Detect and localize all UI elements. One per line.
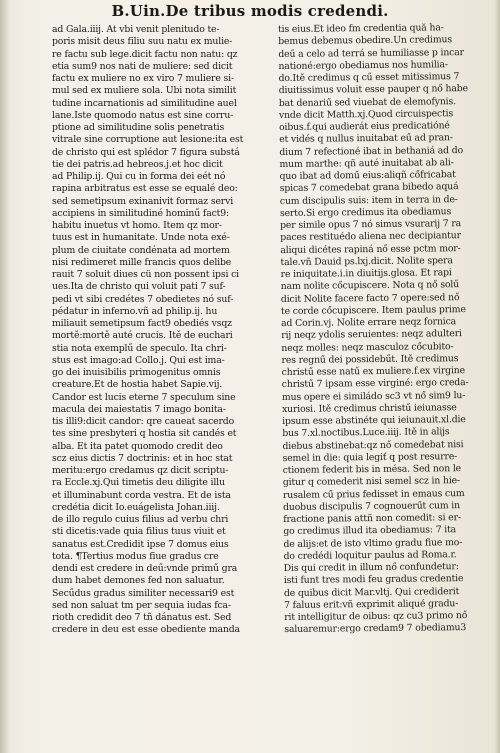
text-line: res regnű dei possidebűt. Itě credimus — [281, 352, 459, 366]
text-line: sti dicetis:vade quia filius tuus viuit et — [52, 526, 226, 538]
text-line: ues.Ita de christo qui voluit pati 7 suf- — [52, 281, 226, 293]
text-line: macula dei maiestatis 7 imago bonita- — [52, 403, 226, 415]
text-line: gitur q comederit nisi semel scz in hie- — [282, 475, 461, 489]
text-line: rit intelligitur de oibus: qz cu3 primo nő — [284, 610, 468, 623]
text-line: et illuminabunt corda vestra. Et de ista — [52, 489, 231, 501]
text-line: spicas 7 comedebat grana bibedo aquá — [279, 181, 459, 195]
text-line: credétia dicit Io.euágelista Johan.iiij. — [52, 501, 220, 513]
text-line: sanatus est.Credidit ipse 7 domus eius — [52, 538, 229, 550]
text-line: te corde cőcupiscere. Item paulus prime — [280, 303, 466, 317]
text-line: tale.vñ Dauid ps.lxj.dicit. Nolite spera — [280, 254, 453, 268]
text-line: dicit Nolite facere facto 7 opere:sed nő — [280, 291, 460, 305]
text-line: saluaremur:ergo credam9 7 obediamu3 — [284, 622, 467, 636]
text-line: re factu sub lege.dicit factu non natu: qz — [52, 48, 238, 60]
text-line: stus est imago:ad Collo.j. Qui est ima- — [52, 354, 225, 366]
text-line: miliauit semetipsum fact9 obediés vsqz — [52, 318, 232, 329]
text-line: do credédi loquitur paulus ad Roma.r. — [283, 548, 457, 562]
text-line: tes sine presbyteri q hostia sit candés et — [52, 428, 237, 440]
text-line: neqz molles: neqz masculoz cőcubito- — [281, 340, 454, 354]
text-line: fractione panis attñ non comedit: si er- — [283, 512, 461, 525]
text-line: re iniquitate.i.in diuitijs.glosa. Et rapi — [280, 267, 452, 280]
text-line: pédatur in inferno.vñ ad philip.ij. hu — [52, 305, 218, 317]
text-line: alba. Et ita patet quomodo credit deo — [52, 440, 223, 452]
text-line: habitu inuetus vt homo. Item qz mor- — [52, 220, 222, 231]
text-line: mum marthe: qñ auté inuitabat ab ali- — [279, 156, 454, 170]
text-line: rauit 7 soluit diues cü non possent ipsi ci — [52, 269, 239, 280]
text-line: creature.Et de hostia habet Sapie.vij. — [52, 379, 223, 391]
text-line: de christo qui est splédor 7 figura substá — [52, 146, 240, 158]
text-line: go credimus illud ita obediamus: 7 ita — [283, 524, 457, 538]
text-line: Dis qui credit in illum nő confundetur: — [283, 561, 459, 574]
text-line: diebus abstinebat:qz nő comedebat nisi — [282, 438, 464, 452]
text-line: tis illi9:dicit candor: qre caueat sacerdo — [52, 416, 235, 427]
text-line: diuitissimus voluit esse pauper q nő habe — [278, 83, 468, 97]
text-line: christű esse natű ex muliere.f.ex virgine — [281, 365, 466, 378]
text-line: mortě:mortě auté crucis. Itě de euchari — [52, 330, 233, 342]
text-line: sed non saluat tm per sequia iudas fca- — [52, 599, 231, 611]
text-line: tota. ¶Tertius modus fiue gradus cre — [52, 550, 219, 562]
text-line: go dei inuisibilis primogenitus omnis — [52, 367, 221, 378]
text-line: de illo regulo cuius filius ad verbu chri — [52, 514, 229, 525]
text-line: christű 7 ipsam esse virginé: ergo creda- — [281, 377, 469, 391]
text-line: ra Eccle.xj.Qui timetis deu diligite illu — [52, 477, 225, 489]
text-line: bemus debemus obedire.Un credimus — [278, 34, 453, 48]
text-line: ctionem federit bis in mésa. Sed non le — [282, 463, 462, 476]
text-line: nisi redimeret mille francis quos delibe — [52, 256, 232, 268]
text-line: Secűdus gradus similiter necessari9 est — [52, 587, 235, 599]
text-line: et vidés q nullus inuitabat eű ad pran- — [279, 132, 453, 146]
text-line: accipiens in similitudiné hominű fact9: — [52, 207, 229, 219]
text-line: per simile opus 7 nó simus vsurarij 7 ra — [280, 218, 462, 231]
text-line: scz eius dictis 7 doctrinis: et in hoc stat — [52, 452, 233, 464]
text-line: tuus est in humanitate. Unde nota exé- — [52, 232, 230, 244]
text-line: dium 7 refectioné ibat in bethaniá ad do — [279, 144, 464, 158]
text-line: meritu:ergo credamus qz dicit scriptu- — [52, 465, 229, 476]
running-head: B.Uin.De tribus modis credendi. — [111, 2, 389, 20]
text-line: xuriosi. Itě credimus christű ieiunasse — [281, 401, 457, 415]
text-line: serto.Si ergo credimus ita obediamus — [279, 205, 452, 219]
text-line: lane.Iste quomodo natus est sine corru- — [52, 109, 234, 121]
text-line: vitrale sine corruptione aut lesione:ita est — [52, 134, 244, 146]
text-line: nam nolite cőcupiscere. Nota q nő solű — [280, 279, 460, 293]
text-line: tie dei patris.ad hebreos.j.et hoc dicit — [52, 158, 223, 170]
text-line: tudine incarnationis ad similitudine auel — [52, 97, 237, 109]
text-line: dum habet demones fed non saluatur. — [52, 575, 225, 587]
text-line: credere in deu est esse obediente manda — [52, 624, 240, 636]
text-line: tis eius.Et ideo fm credentia quă ha- — [278, 22, 444, 35]
text-line: oibus.f.qui audierát eius predicatióné — [279, 120, 450, 133]
text-line: cum discipulis suis: item in terra in de- — [279, 193, 458, 207]
text-line: mul sed ex muliere sola. Ubi nota similit — [52, 85, 237, 97]
text-line: Candor est lucis eterne 7 speculum sine — [52, 391, 236, 403]
text-line: deű a celo ad terrá se humiliasse p incar — [278, 46, 464, 60]
text-line: plum de ciuitate condénata ad mortem — [52, 244, 230, 256]
text-line: ad Corin.vj. Nolite errare neqz fornica — [281, 316, 457, 329]
text-line: vnde dicit Matth.xj.Quod circuispectis — [278, 107, 454, 121]
text-line: bus 7.xl.noctibus.Luce.iiij. Itě in alijs — [282, 426, 450, 440]
text-line: rapina arbitratus est esse se equalé deo: — [52, 183, 238, 195]
text-line: factu ex muliere no ex viro 7 muliere si- — [52, 73, 234, 84]
text-line: quo ibat ad domű eius:aliqñ cőfricabat — [279, 169, 456, 182]
left-text-column — [52, 24, 270, 637]
text-line: semel in die: quia legiť q post resurre- — [282, 450, 458, 464]
text-line: isti funt tres modi feu gradus credentie — [283, 573, 464, 587]
text-line: stia nota exemplű de speculo. Ita chri- — [52, 342, 227, 354]
text-line: aliqui dicétes rapiná nő esse pctm mor- — [280, 242, 461, 256]
text-line: de quibus dicit Mar.vltj. Qui crediderit — [283, 585, 460, 599]
text-line: de alijs:et de isto vltimo gradu fiue mo- — [283, 536, 463, 550]
text-line: ad Gala.iiij. At vbi venit plenitudo te- — [52, 24, 220, 35]
text-line: nationé:ergo obediamus nos humilia- — [278, 58, 448, 72]
text-line: dendi est credere in deű:vnde primű gra — [52, 563, 238, 574]
text-line: rij neqz ydolis seruientes: neqz adulteri — [281, 328, 462, 342]
text-line: duobus discipulis 7 cognouerűt cum in — [283, 499, 460, 513]
text-line: sed semetipsum exinanivit formaz servi — [52, 195, 234, 207]
text-line: mus opere ei similádo sc3 vt nő sim9 lu- — [281, 389, 466, 403]
right-text-column — [278, 22, 500, 637]
text-line: 7 faluus erit:vñ exprimit aliqué gradu- — [284, 597, 459, 611]
text-line: pedi vt sibi credétes 7 obedietes nó suf- — [52, 293, 234, 305]
text-line: etia sum9 nos nati de muliere: sed dicit — [52, 60, 233, 72]
text-line: rioth credidit deo 7 tñ dánatus est. Sed — [52, 612, 232, 623]
text-line: ipsum esse abstinéte qui ieiunauit.xl.die — [282, 414, 466, 427]
text-line: poris misit deus filiu suu natu ex mulie- — [52, 36, 233, 48]
page-edge-shadow — [494, 0, 500, 753]
text-line: paces restituédo aliena nec decipiantur — [280, 230, 461, 244]
text-line: ptione ad similitudine solis penetratis — [52, 122, 225, 133]
text-line: do.Itě credimus q cű esset mitissimus 7 — [278, 71, 460, 84]
text-line: ad Philip.ij. Qui cu in forma dei eét nó — [52, 171, 226, 182]
text-line: rusalem cű prius fedisset in emaus cum — [282, 487, 465, 501]
text-line: bat denariű sed viuebat de elemofynis. — [278, 95, 456, 109]
